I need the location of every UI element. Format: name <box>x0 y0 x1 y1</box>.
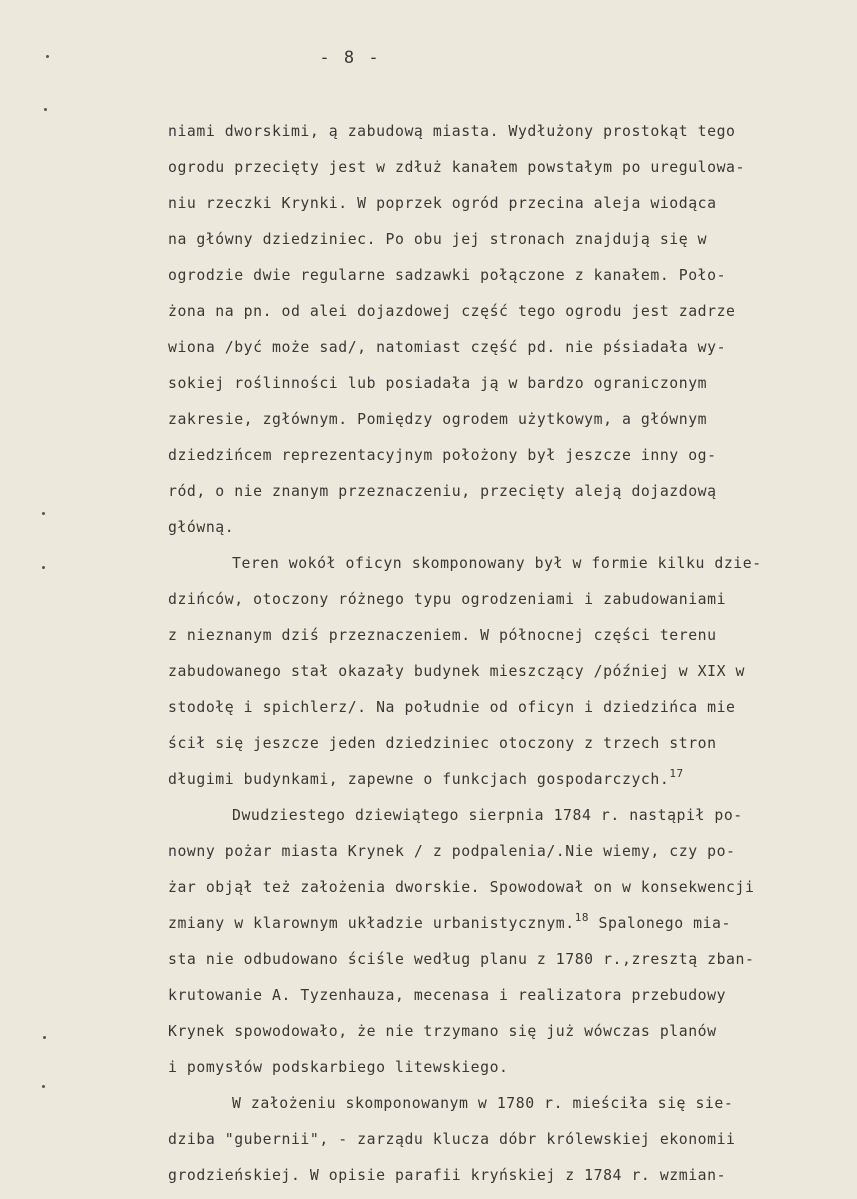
body-text <box>168 114 848 1194</box>
line-text: zabudowanego stał okazały budynek mieszczący /później w XIX w <box>168 663 745 680</box>
text-line <box>168 798 848 834</box>
text-line <box>168 582 848 618</box>
text-line <box>168 870 848 906</box>
text-line <box>168 546 848 582</box>
line-text: grodzieńskiej. W opisie parafii kryńskiej z 1784 r. wzmian- <box>168 1167 727 1184</box>
text-line <box>168 834 848 870</box>
footnote-marker: 18 <box>574 911 590 924</box>
line-text: ogrodzie dwie regularne sadzawki połączone z kanałem. Poło- <box>168 267 727 284</box>
text-line <box>168 942 848 978</box>
line-text: żona na pn. od alei dojazdowej część tego ogrodu jest zadrze <box>168 303 736 320</box>
line-text: sta nie odbudowano ściśle według planu z 1780 r.,zresztą zban- <box>168 951 755 968</box>
margin-mark <box>42 566 45 569</box>
line-text: i pomysłów podskarbiego litewskiego. <box>168 1059 509 1076</box>
line-text: Teren wokół oficyn skomponowany był w formie kilku dzie- <box>232 555 762 572</box>
text-line <box>168 654 848 690</box>
line-text: na główny dziedziniec. Po obu jej stronach znajdują się w <box>168 231 708 248</box>
text-line <box>168 690 848 726</box>
text-line <box>168 402 848 438</box>
text-line <box>168 1158 848 1194</box>
line-text: W założeniu skomponowanym w 1780 r. mieściła się sie- <box>232 1095 734 1112</box>
text-line <box>168 330 848 366</box>
text-line <box>168 1050 848 1086</box>
line-text: zmiany w klarownym układzie urbanistycznym. <box>168 915 575 932</box>
text-line <box>168 1122 848 1158</box>
line-text: wiona /być może sad/, natomiast część pd. nie pśsiadała wy- <box>168 339 727 356</box>
text-line <box>168 618 848 654</box>
line-text: sokiej roślinności lub posiadała ją w bardzo ograniczonym <box>168 375 708 392</box>
text-line <box>168 1086 848 1122</box>
line-text: dzińców, otoczony różnego typu ogrodzeniami i zabudowaniami <box>168 591 727 608</box>
text-line <box>168 906 848 942</box>
text-line <box>168 366 848 402</box>
text-line <box>168 474 848 510</box>
line-text: ścił się jeszcze jeden dziedziniec otoczony z trzech stron <box>168 735 717 752</box>
line-text: z nieznanym dziś przeznaczeniem. W północnej części terenu <box>168 627 717 644</box>
line-text-continued: Spalonego mia- <box>589 915 731 932</box>
text-line <box>168 438 848 474</box>
footnote-marker: 17 <box>669 767 684 780</box>
margin-mark <box>42 512 45 515</box>
line-text: stodołę i spichlerz/. Na południe od oficyn i dziedzińca mie <box>168 699 736 716</box>
line-text: niami dworskimi, ą zabudową miasta. Wydłużony prostokąt tego <box>168 123 736 140</box>
line-text: krutowanie A. Tyzenhauza, mecenasa i realizatora przebudowy <box>168 987 727 1004</box>
margin-mark <box>43 1036 46 1039</box>
text-line <box>168 1014 848 1050</box>
line-text: długimi budynkami, zapewne o funkcjach gospodarczych. <box>168 771 670 788</box>
line-text: nowny pożar miasta Krynek / z podpalenia/.Nie wiemy, czy po- <box>168 843 736 860</box>
text-line <box>168 726 848 762</box>
line-text: ogrodu przecięty jest w zdłuż kanałem powstałym po uregulowa- <box>168 159 745 176</box>
line-text: ród, o nie znanym przeznaczeniu, przecięty aleją dojazdową <box>168 483 717 500</box>
text-line <box>168 186 848 222</box>
text-line <box>168 762 848 798</box>
line-text: dziba "gubernii", - zarządu klucza dóbr królewskiej ekonomii <box>168 1131 736 1148</box>
text-line <box>168 258 848 294</box>
text-line <box>168 150 848 186</box>
text-line <box>168 978 848 1014</box>
line-text: Dwudziestego dziewiątego sierpnia 1784 r. nastąpił po- <box>232 807 743 824</box>
line-text: niu rzeczki Krynki. W poprzek ogród przecina aleja wiodąca <box>168 195 717 212</box>
line-text: zakresie, zgłównym. Pomiędzy ogrodem użytkowym, a głównym <box>168 411 708 428</box>
line-text: główną. <box>168 519 235 536</box>
line-text: Krynek spowodowało, że nie trzymano się już wówczas planów <box>168 1023 717 1040</box>
margin-mark <box>46 55 49 58</box>
margin-mark <box>44 108 47 111</box>
line-text: żar objął też założenia dworskie. Spowodował on w konsekwencji <box>168 879 755 896</box>
text-line <box>168 294 848 330</box>
text-line <box>168 222 848 258</box>
page-number: - 8 - <box>319 48 381 68</box>
text-line <box>168 114 848 150</box>
margin-mark <box>42 1085 45 1088</box>
text-line <box>168 510 848 546</box>
line-text: dziedzińcem reprezentacyjnym położony był jeszcze inny og- <box>168 447 717 464</box>
